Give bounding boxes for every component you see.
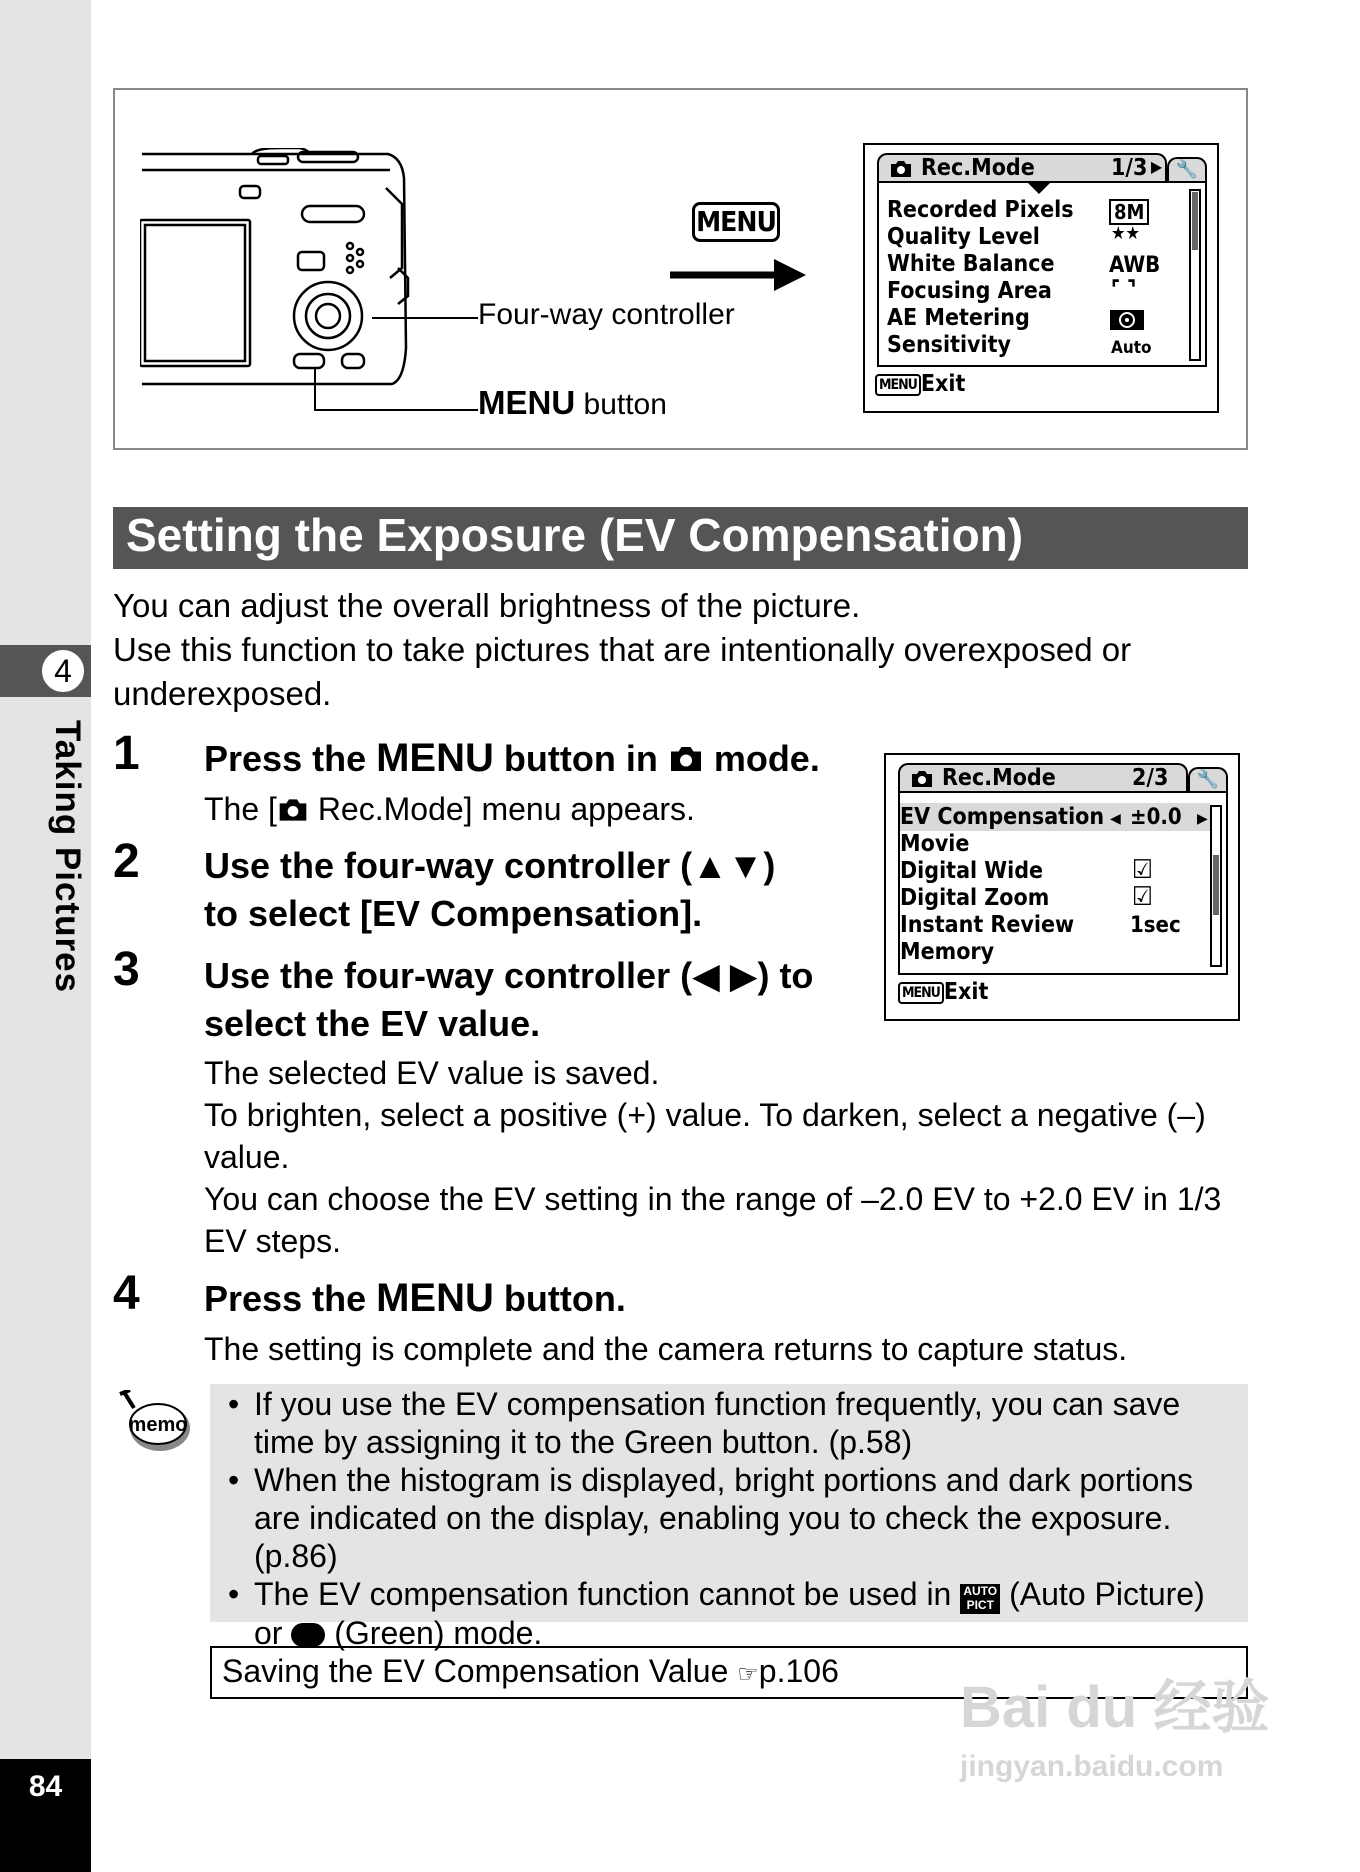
bullet: • xyxy=(228,1576,240,1612)
memo-list xyxy=(224,1385,1244,1652)
sensitivity-value: Auto xyxy=(1111,338,1152,358)
step-title: Use the four-way controller (▲▼) xyxy=(204,845,776,886)
chapter-title: Taking Pictures xyxy=(48,720,87,994)
menu-row: Focusing Area xyxy=(887,278,1052,304)
rec-mode-screen-1 xyxy=(863,143,1219,413)
exit-label: Exit xyxy=(943,979,989,1005)
right-arrow-icon: ▶ xyxy=(1197,810,1208,826)
white-balance-value: AWB xyxy=(1109,253,1161,278)
exit-hint xyxy=(898,979,988,1005)
menu-row[interactable]: Digital Zoom xyxy=(900,885,1050,911)
intro-text xyxy=(113,584,1253,716)
section-heading: Setting the Exposure (EV Compensation) xyxy=(126,509,1024,561)
menu-row[interactable]: Memory xyxy=(900,939,995,965)
intro-line: Use this function to take pictures that are intentionally overexposed or underexposed. xyxy=(113,631,1132,712)
watermark-url: jingyan.baidu.com xyxy=(960,1750,1224,1783)
memo-icon xyxy=(116,1390,192,1454)
auto-pict-line: PICT xyxy=(966,1598,994,1612)
step-body xyxy=(204,1052,1248,1262)
left-arrow-icon: ◀ xyxy=(1110,810,1121,826)
menu-label-rest: button xyxy=(575,388,667,421)
menu-key-icon: MENU xyxy=(692,202,780,242)
rec-mode-tab-label: Rec.Mode xyxy=(921,155,1035,181)
rec-mode-tab xyxy=(877,153,1167,183)
bullet: • xyxy=(228,1462,240,1498)
page-number: 84 xyxy=(28,1770,63,1803)
rec-mode-screen-2 xyxy=(884,753,1240,1021)
step-number: 4 xyxy=(113,1267,140,1320)
menu-row[interactable]: Movie xyxy=(900,831,970,857)
step-number: 2 xyxy=(113,835,140,888)
rec-mode-tab xyxy=(898,763,1188,793)
memo-item-text: When the histogram is displayed, bright portions and dark portions are indicated on the display, enabling you to check the exposure. (p.86) xyxy=(254,1462,1194,1574)
rec-mode-tab-label: Rec.Mode xyxy=(942,765,1056,791)
step-body-part: Rec.Mode] menu appears. xyxy=(308,791,695,827)
memo-item xyxy=(224,1461,1244,1575)
scrollbar-thumb[interactable] xyxy=(1192,192,1198,250)
step-title: select the EV value. xyxy=(204,1003,541,1044)
menu-word: MENU xyxy=(376,1276,494,1320)
step-body-part: The [ xyxy=(204,791,277,827)
pixels-value: 8M xyxy=(1109,199,1149,225)
four-way-controller-label: Four-way controller xyxy=(478,298,735,331)
step-title-part: button. xyxy=(493,1278,626,1319)
step-title-part: Press the xyxy=(204,738,377,779)
memo-item-text: or xyxy=(254,1615,292,1651)
intro-line: You can adjust the overall brightness of the picture. xyxy=(113,587,861,624)
step-title-part: button in xyxy=(493,738,668,779)
page-right-arrow-icon: ▶ xyxy=(1151,157,1163,176)
scrollbar[interactable] xyxy=(1189,189,1201,361)
scrollbar[interactable] xyxy=(1210,805,1222,967)
reference-page[interactable]: p.106 xyxy=(758,1653,839,1689)
step-body-line: The selected EV value is saved. xyxy=(204,1055,660,1091)
menu-label-bold: MENU xyxy=(478,384,576,421)
memo-item-text: (Auto Picture) xyxy=(1000,1576,1205,1612)
reference-label: Saving the EV Compensation Value xyxy=(222,1653,738,1689)
arrow-right-icon xyxy=(670,255,810,295)
menu-key-icon: MENU xyxy=(875,374,921,396)
menu-page-indicator: 1/3 xyxy=(1111,155,1148,181)
ae-metering-icon xyxy=(1109,309,1145,331)
ev-value: ±0.0 xyxy=(1130,805,1182,830)
menu-page-indicator: 2/3 xyxy=(1132,765,1169,791)
menu-row: AE Metering xyxy=(887,305,1030,331)
step-body: The setting is complete and the camera returns to capture status. xyxy=(204,1331,1128,1367)
reference-text[interactable] xyxy=(222,1653,839,1690)
watermark xyxy=(960,1660,1269,1784)
step-body-line: To brighten, select a positive (+) value. To darken, select a negative (–) value. xyxy=(204,1097,1206,1175)
step-title-part: Press the xyxy=(204,1278,377,1319)
focus-area-icon: ⌜ ⌝ xyxy=(1111,277,1137,302)
setup-tab xyxy=(1188,767,1228,793)
memo-item-text: (Green) mode. xyxy=(325,1615,543,1651)
step-number: 3 xyxy=(113,943,140,996)
step-number: 1 xyxy=(113,727,140,780)
wrench-icon: 🔧 xyxy=(1175,159,1199,179)
step-title: to select [EV Compensation]. xyxy=(204,893,703,934)
pointer-hand-icon: ☞ xyxy=(737,1661,759,1688)
digital-zoom-checkbox[interactable]: ☑ xyxy=(1132,882,1153,912)
menu-row[interactable]: Digital Wide xyxy=(900,858,1044,884)
memo-item-text: The EV compensation function cannot be used in xyxy=(254,1576,961,1612)
exit-label: Exit xyxy=(920,371,966,397)
step-title-part: mode. xyxy=(703,738,820,779)
camera-icon xyxy=(277,798,309,822)
menu-row: Quality Level xyxy=(887,224,1040,250)
bullet: • xyxy=(228,1386,240,1422)
camera-icon xyxy=(910,770,934,788)
memo-item xyxy=(224,1385,1244,1461)
menu-row[interactable]: Instant Review xyxy=(900,912,1075,938)
menu-row: White Balance xyxy=(887,251,1055,277)
memo-item xyxy=(224,1575,1244,1652)
step-title: Use the four-way controller (◀ ▶) to xyxy=(204,955,814,996)
menu-row: Recorded Pixels xyxy=(887,197,1074,223)
step-body-line: You can choose the EV setting in the range of –2.0 EV to +2.0 EV in 1/3 EV steps. xyxy=(204,1181,1222,1259)
menu-row-selected[interactable]: EV Compensation xyxy=(900,804,1105,830)
auto-pict-line: AUTO xyxy=(963,1584,998,1598)
digital-wide-checkbox[interactable]: ☑ xyxy=(1132,855,1153,885)
instant-review-value: 1sec xyxy=(1130,913,1181,938)
menu-button-label xyxy=(478,384,667,422)
step-title xyxy=(204,734,820,783)
memo-icon-text: memo xyxy=(128,1414,188,1436)
camera-icon xyxy=(889,160,913,178)
step-title xyxy=(204,1274,626,1323)
wrench-icon: 🔧 xyxy=(1196,769,1220,789)
watermark-logo-text: Bai du 经验 xyxy=(960,1675,1270,1740)
callout-lines xyxy=(312,300,492,420)
quality-stars: ★★ xyxy=(1111,223,1141,244)
green-mode-icon xyxy=(291,1623,325,1647)
memo-item-text: If you use the EV compensation function frequently, you can save time by assigning it to the Green button. (p.58) xyxy=(254,1386,1181,1460)
menu-row: Sensitivity xyxy=(887,332,1012,358)
menu-word: MENU xyxy=(376,736,494,780)
step-body xyxy=(204,788,695,830)
setup-tab xyxy=(1167,157,1207,183)
exit-hint xyxy=(875,371,965,397)
chapter-number: 4 xyxy=(40,648,86,694)
menu-key-icon: MENU xyxy=(898,982,944,1004)
auto-picture-icon xyxy=(960,1584,1000,1614)
camera-icon xyxy=(668,745,704,773)
scrollbar-thumb[interactable] xyxy=(1213,855,1219,915)
